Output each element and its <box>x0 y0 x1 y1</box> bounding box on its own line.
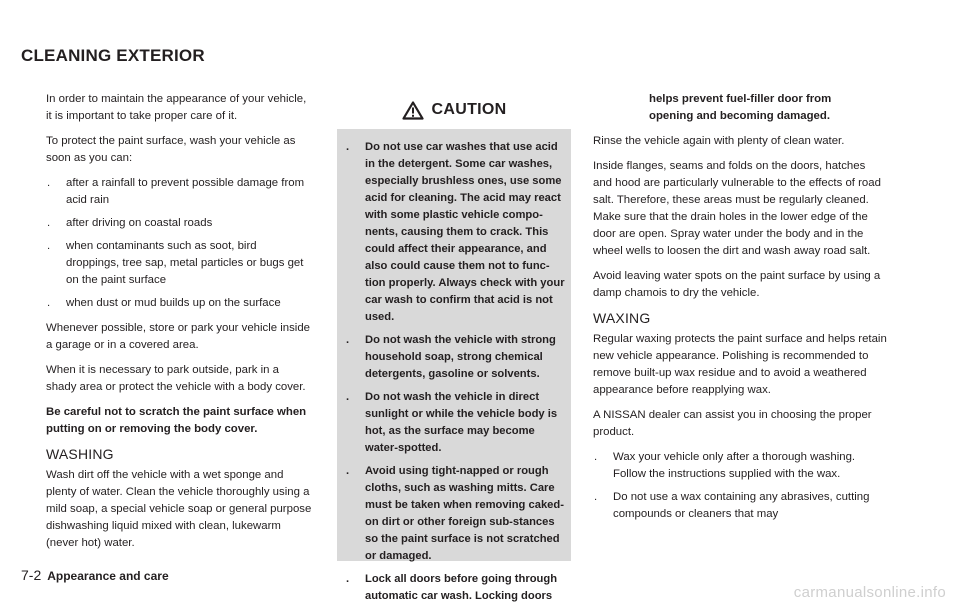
rinse-paragraph: Rinse the vehicle again with plenty of clean water. <box>593 135 845 147</box>
watermark: carmanualsonline.info <box>793 584 946 601</box>
caution-list <box>337 129 571 605</box>
list-item: . when dust or mud builds up on the surface <box>46 295 312 312</box>
list-item: . Do not use car washes that use acid in the detergent. Some car washes, especially brushless ones, use some acid for cleaning. The acid may react with some plastic vehicle compo-nents, causing them to crack. This could affect their appearance, and also could cause them not to func-tion properly. Always check with your car wash to confirm that acid is not used. <box>346 141 565 323</box>
intro-paragraph: In order to maintain the appearance of your vehicle, it is important to take proper care of it. <box>46 93 307 122</box>
page-title: CLEANING EXTERIOR <box>21 46 205 65</box>
wash-conditions-list <box>46 175 312 312</box>
page-footer <box>21 567 169 583</box>
bullet-dot: . <box>47 177 51 189</box>
bullet-dot: . <box>346 465 350 477</box>
bullet-dot: . <box>594 451 598 463</box>
bullet-dot: . <box>346 391 350 403</box>
water-spots-paragraph: Avoid leaving water spots on the paint surface by using a damp chamois to dry the vehicle. <box>593 270 881 299</box>
warning-triangle-icon <box>402 101 424 120</box>
bullet-dot: . <box>47 240 51 252</box>
caution-box <box>337 91 571 602</box>
bullet-dot: . <box>47 297 51 309</box>
scratch-warning-paragraph: Be careful not to scratch the paint surface when putting on or removing the body cover. <box>46 406 307 435</box>
waxing-paragraph: Regular waxing protects the paint surface and helps retain new vehicle appearance. Polishing is recommended to remove built-up wax residue and to avoid a weathered appearance before reapplying wax. <box>593 333 887 396</box>
protect-paragraph: To protect the paint surface, wash your vehicle as soon as you can: <box>46 135 296 164</box>
left-column <box>46 91 312 560</box>
list-item: . when contaminants such as soot, bird droppings, tree sap, metal particles or bugs get on the paint surface <box>47 240 304 286</box>
list-item: . after a rainfall to prevent possible damage from acid rain <box>47 177 305 206</box>
bullet-dot: . <box>594 491 598 503</box>
list-item: . Do not use a wax containing any abrasives, cutting compounds or cleaners that may <box>594 491 870 520</box>
list-item: . Do not wash the vehicle in direct sunlight or while the vehicle body is hot, as the surface may become water-spotted. <box>346 391 558 454</box>
list-item: . Lock all doors before going through automatic car wash. Locking doors <box>346 573 558 602</box>
washing-heading: WASHING <box>46 446 114 462</box>
list-item: . Do not wash the vehicle with strong household soap, strong chemical detergents, gasoline or solvents. <box>346 334 556 380</box>
bullet-dot: . <box>346 141 350 153</box>
road-salt-paragraph: Inside flanges, seams and folds on the doors, hatches and hood are particularly vulnerable to the effects of road salt. Therefore, these areas must be regularly cleaned. Make sure that the drain holes in the lower edge of the door are open. Spray water under the body and in the wheel wells to loosen the dirt and wash away road salt. <box>593 160 881 257</box>
right-column <box>593 91 887 531</box>
list-item: . Wax your vehicle only after a thorough washing. Follow the instructions supplied with the wax. <box>594 451 856 480</box>
list-item: . Avoid using tight-napped or rough cloths, such as washing mitts. Care must be taken when removing caked-on dirt or other foreign sub-stances so the paint surface is not scratched or damaged. <box>346 465 564 562</box>
caution-heading: CAUTION <box>431 101 507 118</box>
bullet-dot: . <box>47 217 51 229</box>
caution-header <box>337 91 571 129</box>
bullet-dot: . <box>346 573 350 585</box>
dealer-paragraph: A NISSAN dealer can assist you in choosing the proper product. <box>593 409 872 438</box>
washing-paragraph: Wash dirt off the vehicle with a wet sponge and plenty of water. Clean the vehicle thoroughly using a mild soap, a special vehicle soap or general purpose dishwashing liquid mixed with clean, lukewarm (never hot) water. <box>46 469 312 549</box>
list-item: . after driving on coastal roads <box>46 215 312 232</box>
waxing-heading: WAXING <box>593 310 651 326</box>
waxing-list <box>593 449 887 523</box>
caution-continuation: helps prevent fuel-filler door from opening and becoming damaged. <box>649 93 832 122</box>
store-paragraph: Whenever possible, store or park your vehicle inside a garage or in a covered area. <box>46 322 311 351</box>
section-name: Appearance and care <box>47 569 169 583</box>
park-outside-paragraph: When it is necessary to park outside, park in a shady area or protect the vehicle with a body cover. <box>46 364 306 393</box>
page-number: 7-2 <box>21 567 42 583</box>
bullet-dot: . <box>346 334 350 346</box>
